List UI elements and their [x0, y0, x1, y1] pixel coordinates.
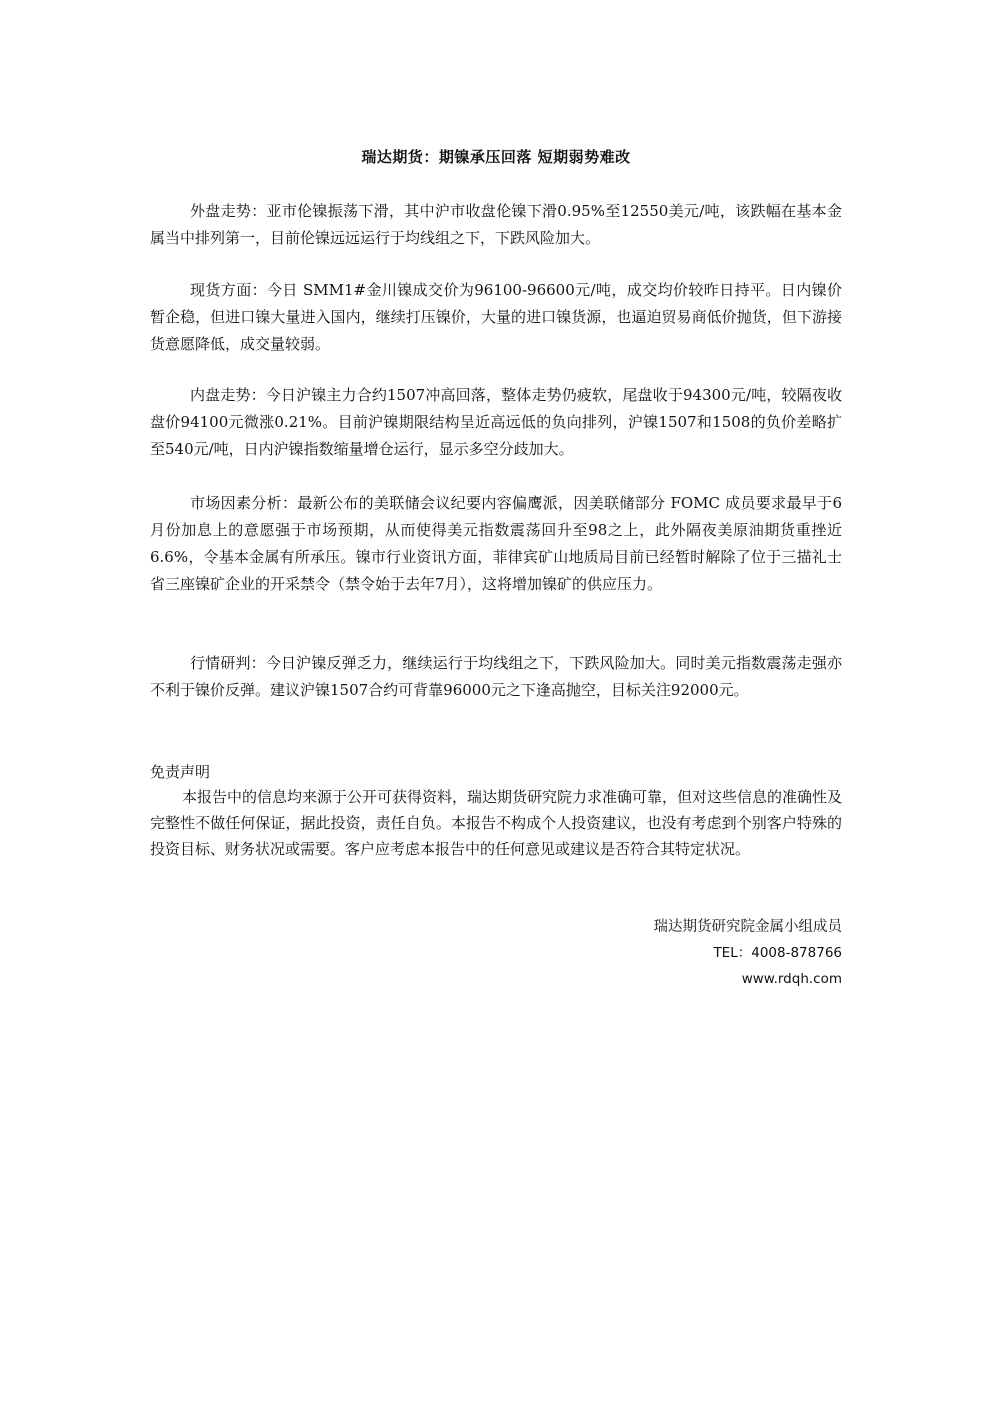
paragraph-overseas-market: 外盘走势：亚市伦镍振荡下滑，其中沪市收盘伦镍下滑0.95%至12550美元/吨，该跌幅在基本金属当中排列第一，目前伦镍远远运行于均线组之下，下跌风险加大。 — [150, 202, 842, 247]
paragraph-spot-market: 现货方面：今日 SMM1#金川镍成交价为96100-96600元/吨，成交均价较昨日持平。日内镍价暂企稳，但进口镍大量进入国内，继续打压镍价，大量的进口镍货源，也逼迫贸易商低价抛货，但下游接货意愿降低，成交量较弱。 — [150, 281, 842, 353]
paragraph-market-factors: 市场因素分析：最新公布的美联储会议纪要内容偏鹰派，因美联储部分 FOMC 成员要求最早于6月份加息上的意愿强于市场预期，从而使得美元指数震荡回升至98之上，此外隔夜美原油期货重挫近6.6%，令基本金属有所承压。镍市行业资讯方面，菲律宾矿山地质局目前已经暂时解除了位于三描礼士省三座镍矿企业的开采禁令（禁令始于去年7月），这将增加镍矿的供应压力。 — [150, 494, 842, 593]
paragraph-outlook: 行情研判：今日沪镍反弹乏力，继续运行于均线组之下，下跌风险加大。同时美元指数震荡走强亦不利于镍价反弹。建议沪镍1507合约可背靠96000元之下逢高抛空，目标关注92000元。 — [150, 654, 842, 699]
signature-phone: TEL：4008-878766 — [713, 945, 842, 961]
paragraph-domestic-market: 内盘走势：今日沪镍主力合约1507冲高回落，整体走势仍疲软，尾盘收于94300元/吨，较隔夜收盘价94100元微涨0.21%。目前沪镍期限结构呈近高远低的负向排列，沪镍1507和1508的负价差略扩至540元/吨，日内沪镍指数缩量增仓运行，显示多空分歧加大。 — [150, 386, 842, 458]
signature-team: 瑞达期货研究院金属小组成员 — [653, 919, 842, 935]
signature-website[interactable]: www.rdqh.com — [741, 971, 842, 987]
document-title: 瑞达期货：期镍承压回落 短期弱势难改 — [361, 148, 631, 166]
disclaimer-text: 本报告中的信息均来源于公开可获得资料，瑞达期货研究院力求准确可靠，但对这些信息的准确性及完整性不做任何保证，据此投资，责任自负。本报告不构成个人投资建议，也没有考虑到个别客户特殊的投资目标、财务状况或需要。客户应考虑本报告中的任何意见或建议是否符合其特定状况。 — [150, 788, 843, 858]
disclaimer-heading: 免责声明 — [150, 763, 211, 781]
